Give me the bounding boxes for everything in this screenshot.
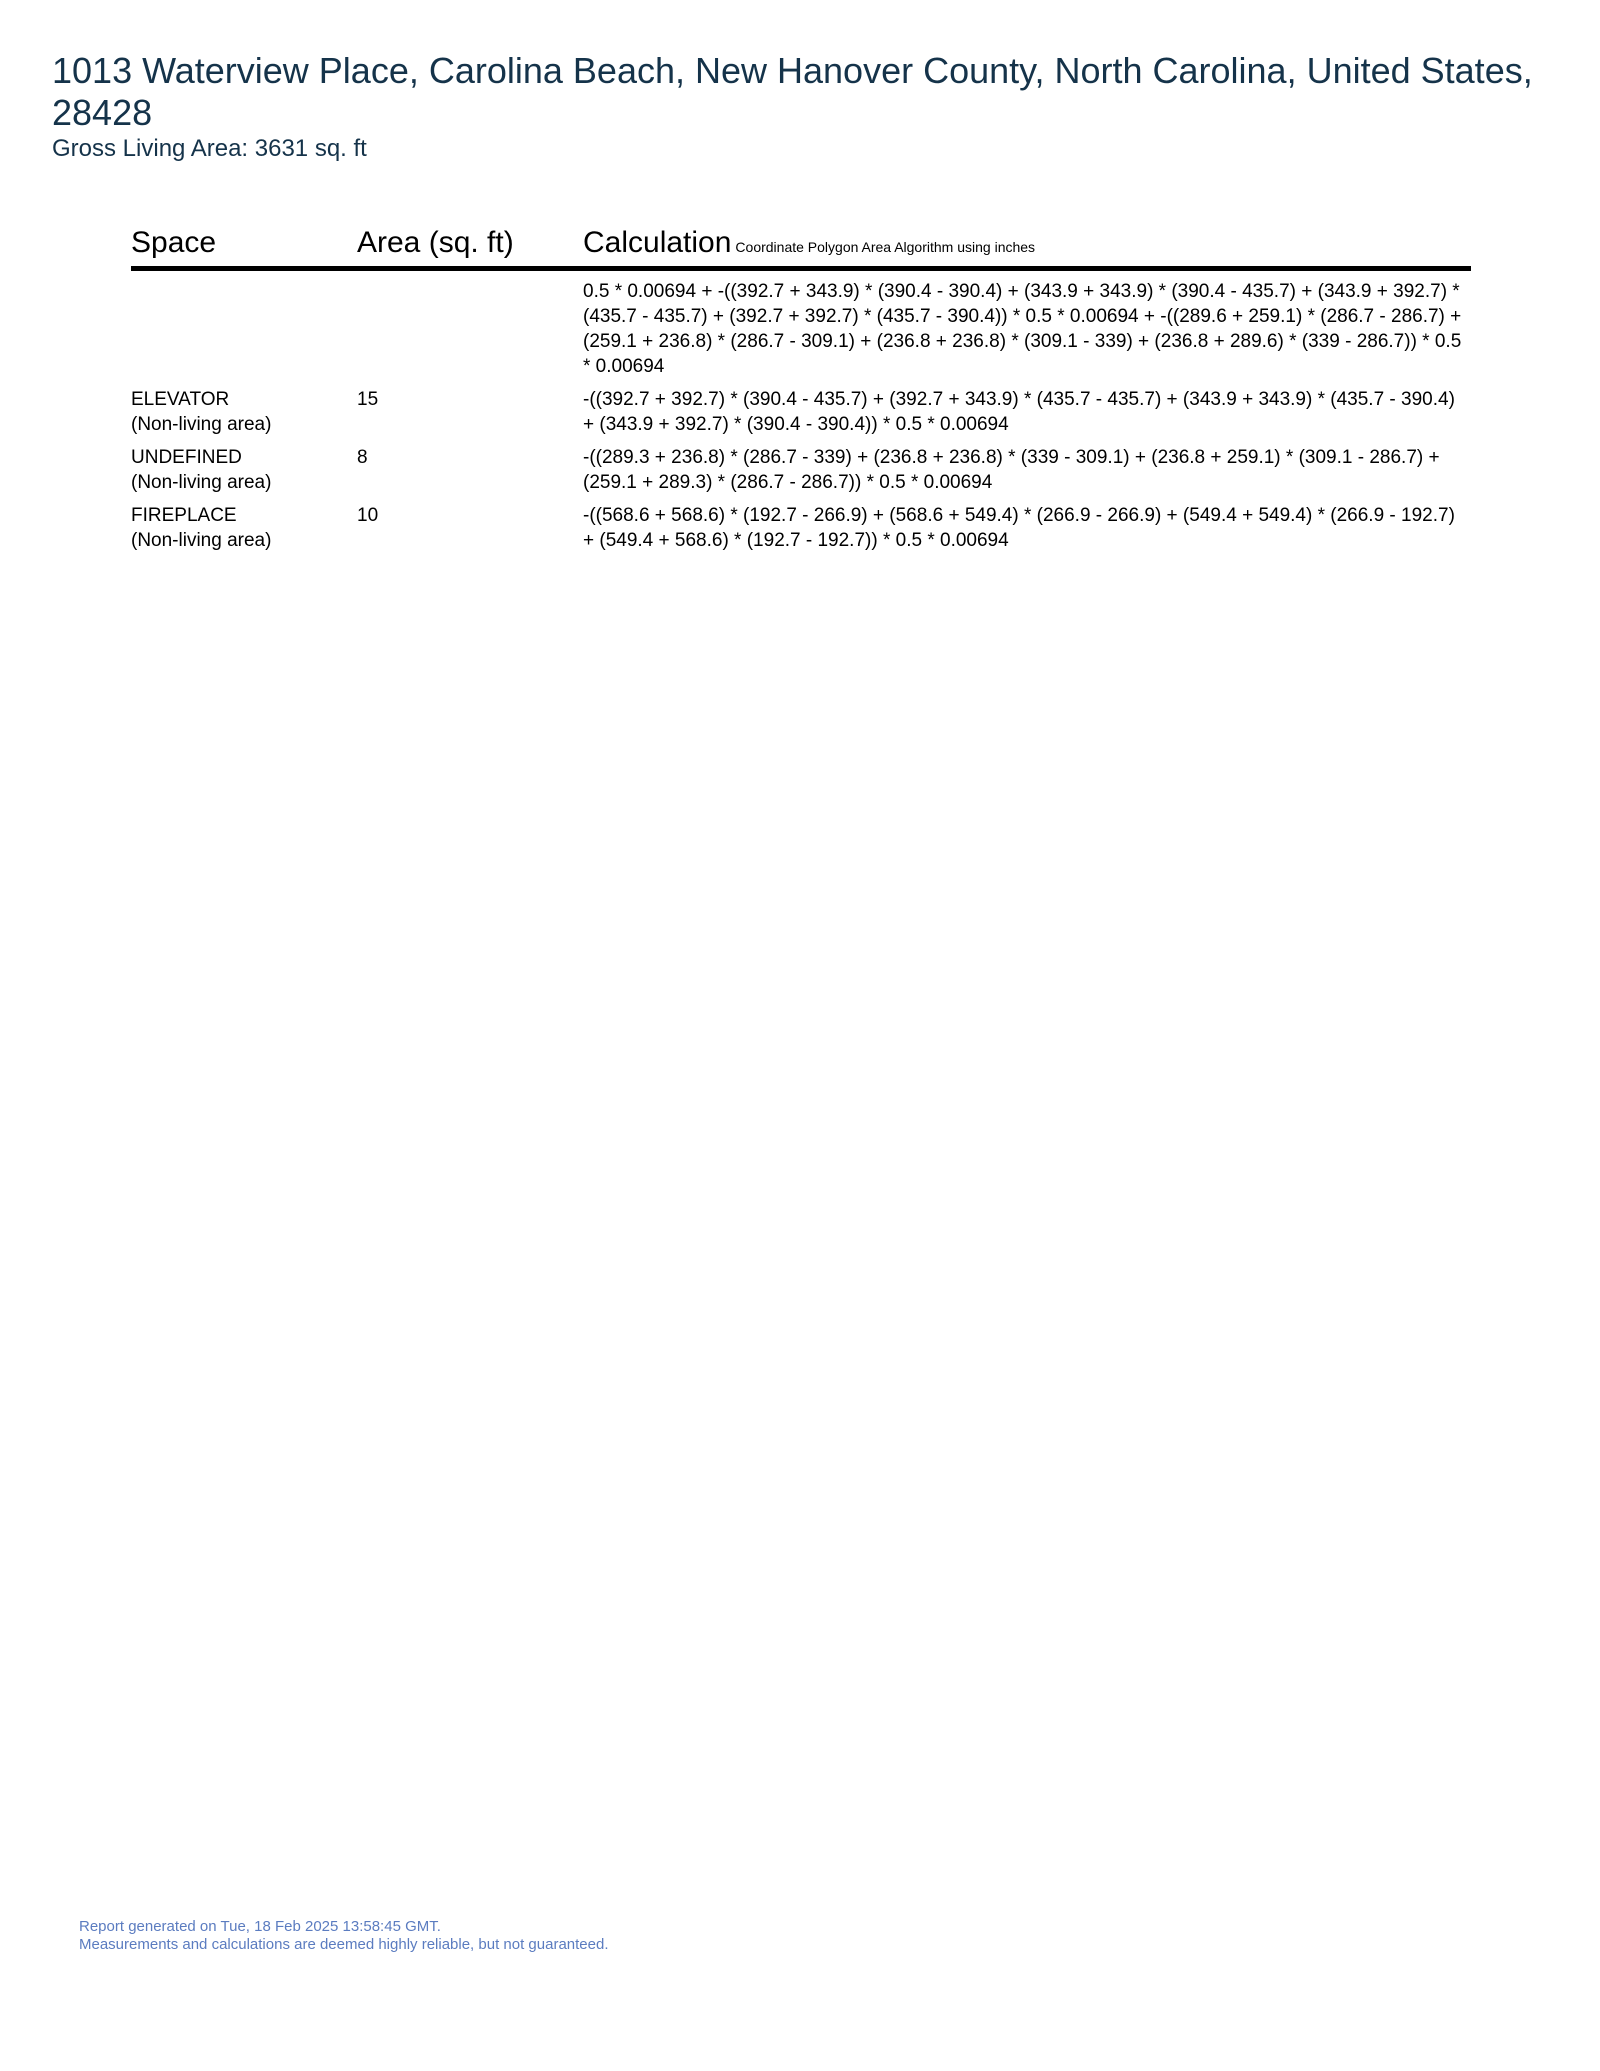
column-header-calculation: Calculation (583, 226, 732, 259)
space-cell (131, 387, 357, 437)
column-header-space: Space (131, 226, 217, 259)
calculation-formula: -((289.3 + 236.8) * (286.7 - 339) + (236.8 + 236.8) * (339 - 309.1) + (236.8 + 259.1) * (309.1 - 286.7) + (259.1 + 289.3) * (286.7 - 286.7)) * 0.5 * 0.00694 (583, 447, 1440, 493)
area-value: 15 (357, 389, 379, 410)
space-name: FIREPLACE (131, 505, 237, 526)
column-header-area: Area (sq. ft) (357, 226, 514, 259)
calculation-formula: -((392.7 + 392.7) * (390.4 - 435.7) + (392.7 + 343.9) * (435.7 - 435.7) + (343.9 + 343.9) * (435.7 - 390.4) + (343.9 + 392.7) * (390.4 - 390.4)) * 0.5 * 0.00694 (583, 389, 1455, 435)
calculation-method-note: Coordinate Polygon Area Algorithm using inches (735, 239, 1036, 255)
space-type: (Non-living area) (131, 530, 272, 551)
report-header (52, 50, 1552, 164)
area-table (131, 226, 1471, 553)
property-address: 1013 Waterview Place, Carolina Beach, New Hanover County, North Carolina, United States, 28428 (52, 50, 1533, 133)
report-footer (79, 1918, 609, 1954)
area-value: 8 (357, 447, 368, 468)
space-name: ELEVATOR (131, 389, 230, 410)
calculation-formula: 0.5 * 0.00694 + -((392.7 + 343.9) * (390.4 - 390.4) + (343.9 + 343.9) * (390.4 - 435.7) + (343.9 + 392.7) * (435.7 - 435.7) + (392.7 + 392.7) * (435.7 - 390.4)) * 0.5 * 0.00694 + -((289.6 + 259.1) * (286.7 - 286.7) + (259.1 + 236.8) * (286.7 - 309.1) + (236.8 + 236.8) * (309.1 - 339) + (236.8 + 289.6) * (339 - 286.7)) * 0.5 * 0.00694 (583, 281, 1462, 377)
space-cell (131, 503, 357, 553)
space-cell (131, 445, 357, 495)
table-row (131, 387, 1471, 437)
space-name: UNDEFINED (131, 447, 242, 468)
table-row (131, 503, 1471, 553)
report-generated-timestamp: Report generated on Tue, 18 Feb 2025 13:58:45 GMT. (79, 1918, 441, 1935)
calculation-formula: -((568.6 + 568.6) * (192.7 - 266.9) + (568.6 + 549.4) * (266.9 - 266.9) + (549.4 + 549.4) * (266.9 - 192.7) + (549.4 + 568.6) * (192.7 - 192.7)) * 0.5 * 0.00694 (583, 505, 1455, 551)
reliability-disclaimer: Measurements and calculations are deemed highly reliable, but not guaranteed. (79, 1936, 609, 1953)
gross-living-area: Gross Living Area: 3631 sq. ft (52, 135, 367, 162)
space-type: (Non-living area) (131, 414, 272, 435)
column-header-calculation-cell (583, 226, 1471, 260)
space-type: (Non-living area) (131, 472, 272, 493)
area-value: 10 (357, 505, 379, 526)
table-row (131, 279, 1471, 379)
table-header (131, 226, 1471, 271)
table-row (131, 445, 1471, 495)
